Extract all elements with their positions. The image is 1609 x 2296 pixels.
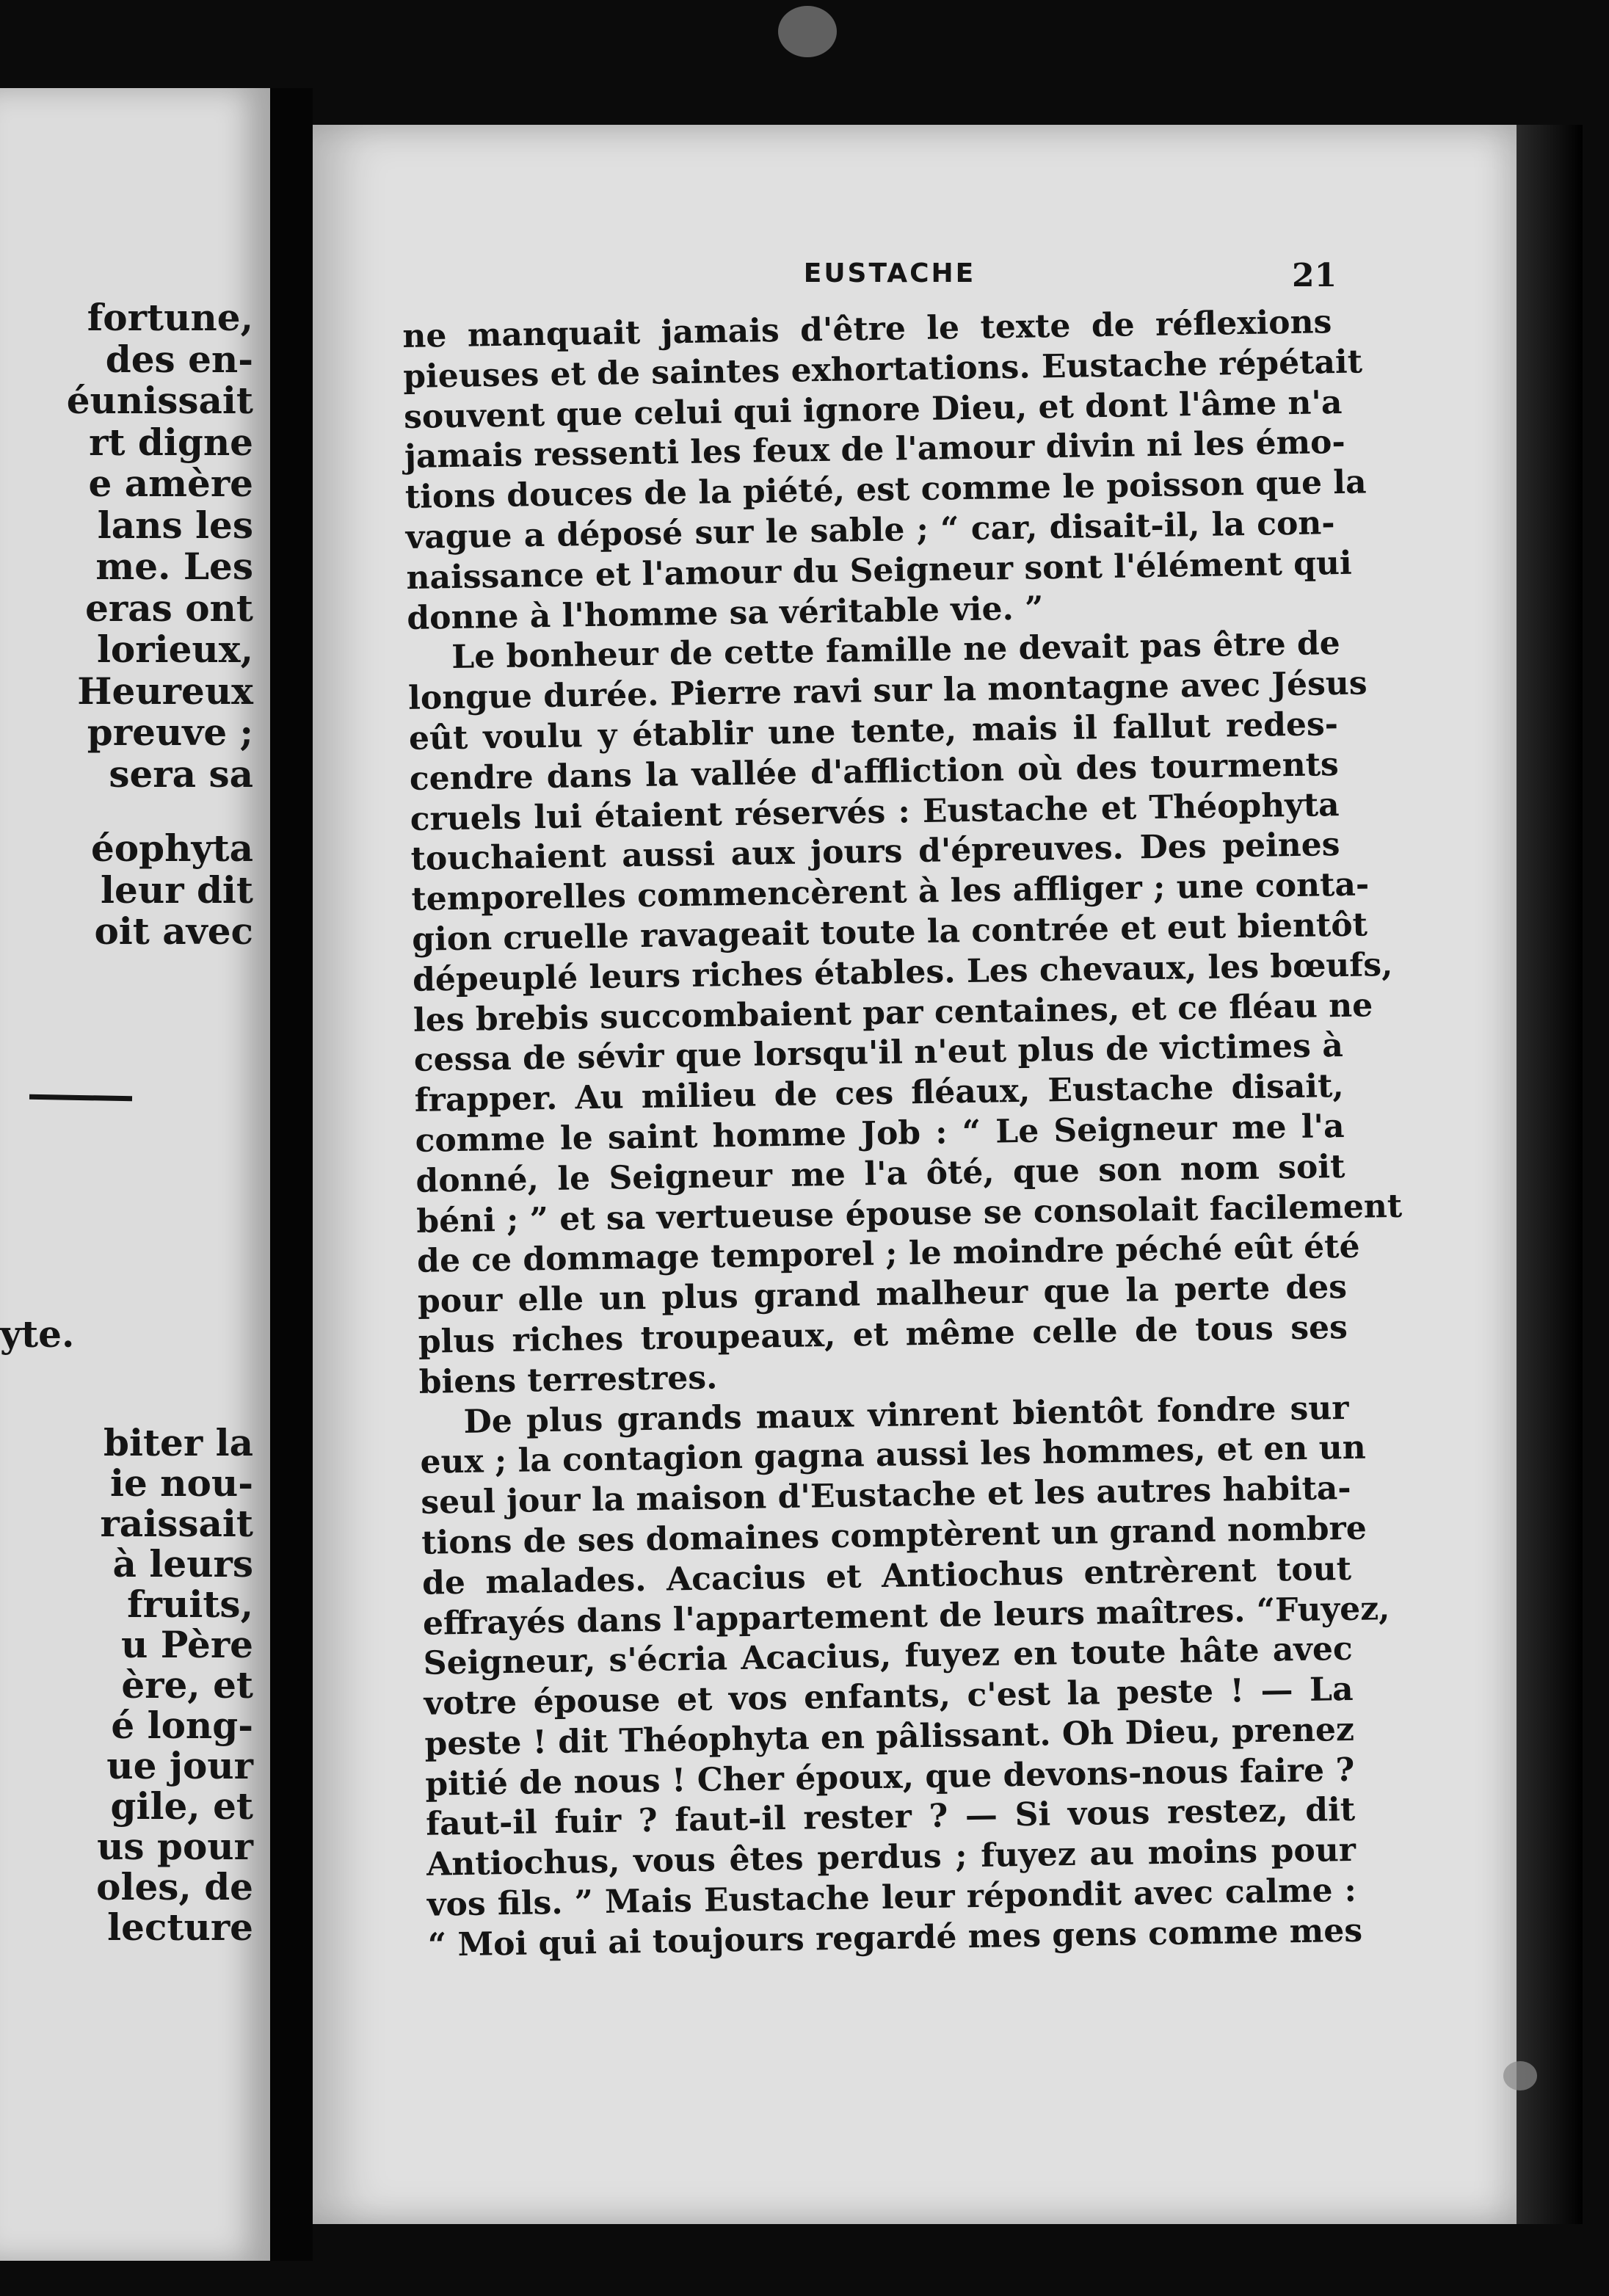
text-line: béni ; ” et sa vertueuse épouse se consolait facilement — [415, 1187, 1403, 1240]
text-line: Antiochus, vous êtes perdus ; fuyez au moins pour — [426, 1831, 1356, 1884]
running-head: EUSTACHE — [803, 258, 976, 288]
text-line: “ Moi qui ai toujours regardé mes gens comme mes — [427, 1911, 1363, 1964]
text-line: cessa de sévir que lorsqu'il n'eut plus de victimes à — [413, 1027, 1344, 1080]
text-line: ne manquait jamais d'être le texte de réflexions — [402, 303, 1332, 355]
left-page-line: lans les — [97, 503, 253, 547]
left-page-line: é long- — [111, 1704, 253, 1747]
left-page-line: us pour — [97, 1825, 253, 1868]
left-page-line: à leurs — [112, 1542, 253, 1585]
left-page-line: sera sa — [109, 752, 253, 796]
left-page-line: biter la — [103, 1421, 253, 1464]
text-line: biens terrestres. — [418, 1359, 718, 1401]
text-line: tions de ses domaines comptèrent un grand nombre — [421, 1509, 1368, 1562]
ink-speck — [1503, 2061, 1537, 2090]
left-page-line: rt digne — [89, 420, 253, 464]
text-line: pitié de nous ! Cher époux, que devons-nous faire ? — [425, 1751, 1355, 1803]
left-page-line: ère, et — [121, 1663, 253, 1707]
left-page-line: preuve ; — [87, 711, 253, 754]
left-page-line: oles, de — [96, 1865, 253, 1908]
left-page-line: ie nou- — [109, 1461, 253, 1505]
text-line: cendre dans la vallée d'affliction où des tourments — [409, 745, 1340, 798]
text-line: votre épouse et vos enfants, c'est la peste ! — La — [424, 1670, 1354, 1723]
text-line: frapper. Au milieu de ces fléaux, Eustache disait, — [414, 1067, 1345, 1120]
left-page-line: eras ont — [85, 586, 253, 630]
left-page-line: gile, et — [110, 1784, 253, 1828]
text-line: gion cruelle ravageait toute la contrée et eut bientôt — [411, 906, 1368, 959]
text-line: de ce dommage temporel ; le moindre péché eût été — [416, 1227, 1360, 1281]
text-line: tions douces de la piété, est comme le poisson que la — [404, 463, 1367, 517]
text-line: de malades. Acacius et Antiochus entrèrent tout — [421, 1550, 1352, 1602]
text-line: naissance et l'amour du Seigneur sont l'élément qui — [406, 544, 1353, 597]
book-gutter — [270, 88, 313, 2261]
text-line: souvent que celui qui ignore Dieu, et dont l'âme n'a — [403, 383, 1343, 436]
text-line: dépeuplé leurs riches étables. Les chevaux, les bœufs, — [412, 945, 1393, 999]
text-line: faut-il fuir ? faut-il rester ? — Si vous restez, dit — [425, 1791, 1356, 1844]
text-line: vague a déposé sur le sable ; “ car, disait-il, la con- — [405, 504, 1335, 556]
left-page-line: fruits, — [127, 1583, 253, 1626]
left-page-line: e amère — [88, 462, 253, 505]
left-page-line: éunissait — [66, 379, 253, 422]
text-line: touchaient aussi aux jours d'épreuves. Des peines — [410, 826, 1340, 879]
page-edge-shadow — [1517, 125, 1583, 2224]
text-line: cruels lui étaient réservés : Eustache et Théophyta — [410, 785, 1340, 838]
text-line: donne à l'homme sa véritable vie. ” — [407, 589, 1044, 637]
left-page-line: leur dit — [101, 868, 253, 912]
left-page-line: ue jour — [106, 1744, 253, 1787]
left-page-line: éophyta — [90, 827, 253, 870]
left-page-line: me. Les — [95, 545, 253, 588]
text-line: Le bonheur de cette famille ne devait pas être de — [451, 625, 1341, 677]
text-line: peste ! dit Théophyta en pâlissant. Oh Dieu, prenez — [424, 1710, 1355, 1763]
text-line: donné, le Seigneur me l'a ôté, que son nom soit — [415, 1147, 1345, 1200]
text-line: temporelles commencèrent à les affliger ; une conta- — [411, 865, 1370, 919]
left-page-fragment: yte. — [0, 1312, 75, 1356]
left-page-line: lorieux, — [96, 628, 253, 671]
left-page-line: oit avec — [94, 909, 253, 953]
text-line: les brebis succombaient par centaines, et ce fléau ne — [413, 986, 1373, 1039]
text-line: effrayés dans l'appartement de leurs maîtres. “Fuyez, — [422, 1589, 1390, 1643]
left-page-line: raissait — [100, 1502, 253, 1545]
text-line: longue durée. Pierre ravi sur la montagne avec Jésus — [407, 664, 1368, 718]
ink-speck — [778, 6, 837, 57]
page-number: 21 — [1292, 257, 1337, 294]
text-line: pour elle un plus grand malheur que la perte des — [417, 1268, 1348, 1320]
text-line: comme le saint homme Job : “ Le Seigneur me l'a — [415, 1107, 1345, 1160]
text-line: pieuses et de saintes exhortations. Eustache répétait — [402, 343, 1363, 396]
text-line: vos fils. ” Mais Eustache leur répondit avec calme : — [426, 1871, 1357, 1924]
body-text — [402, 302, 1403, 1966]
text-line: eût voulu y établir une tente, mais il fallut redes- — [408, 705, 1339, 758]
left-page-line: lecture — [107, 1906, 253, 1949]
left-page-line: u Père — [121, 1623, 253, 1666]
text-line: eux ; la contagion gagna aussi les hommes, et en un — [420, 1428, 1367, 1482]
text-line: Seigneur, s'écria Acacius, fuyez en toute hâte avec — [423, 1630, 1354, 1683]
text-line: De plus grands maux vinrent bientôt fondre sur — [463, 1389, 1349, 1441]
text-line: seul jour la maison d'Eustache et les autres habita- — [420, 1469, 1351, 1522]
left-page-line: fortune, — [87, 296, 253, 339]
text-line: plus riches troupeaux, et même celle de tous ses — [418, 1308, 1348, 1361]
text-line: jamais ressenti les feux de l'amour divin ni les émo- — [404, 424, 1346, 476]
left-page-line: des en- — [105, 337, 253, 381]
left-page-line: Heureux — [77, 669, 253, 713]
